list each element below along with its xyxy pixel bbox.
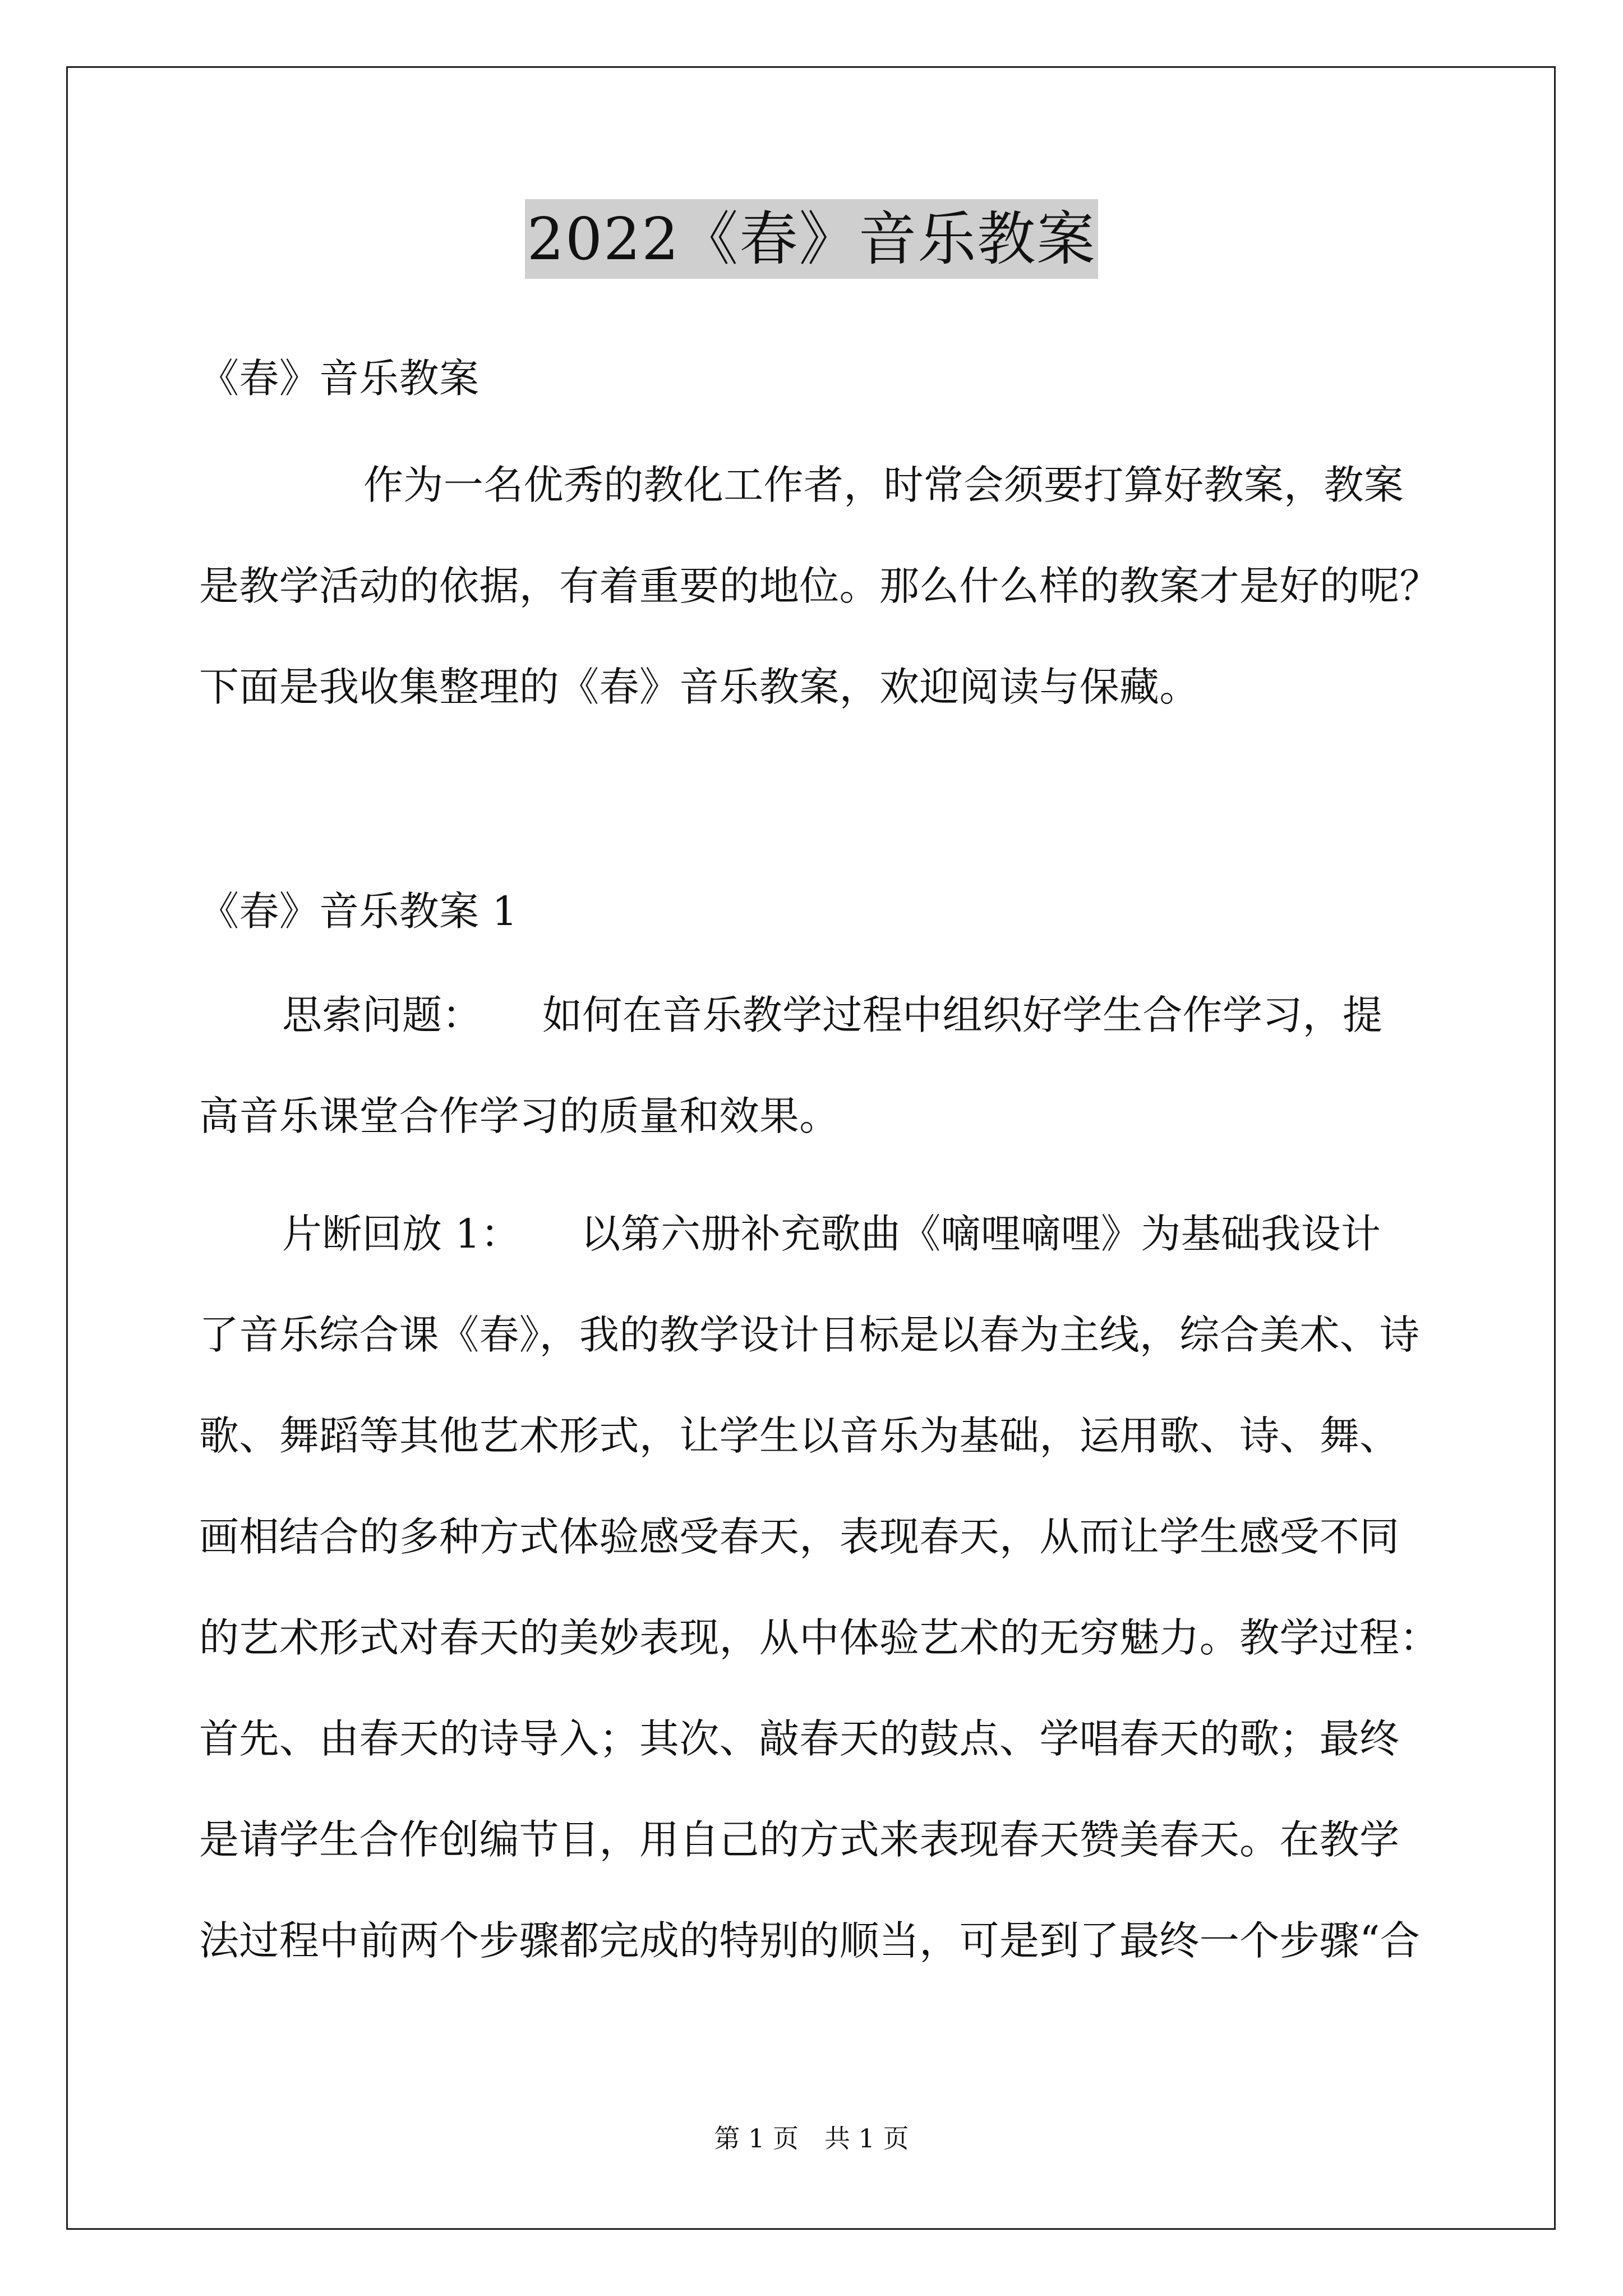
paragraph-line: 高音乐课堂合作学习的质量和效果。 [199, 1093, 840, 1139]
paragraph-line: 思索问题： 如何在音乐教学过程中组织好学生合作学习，提 [282, 992, 1383, 1038]
paragraph-line: 是请学生合作创编节目，用自己的方式来表现春天赞美春天。在教学 [199, 1816, 1400, 1863]
page-footer: 第 1 页 共 1 页 [714, 2123, 909, 2154]
paragraph-line: 首先、由春天的诗导入；其次、敲春天的鼓点、学唱春天的歌；最终 [199, 1715, 1400, 1762]
paragraph-line: 画相结合的多种方式体验感受春天，表现春天，从而让学生感受不同 [199, 1513, 1400, 1560]
paragraph-line: 的艺术形式对春天的美妙表现，从中体验艺术的无穷魅力。教学过程： [199, 1614, 1440, 1661]
paragraph-line: 了音乐综合课《春》，我的教学设计目标是以春为主线，综合美术、诗 [199, 1312, 1420, 1358]
paragraph-line: 法过程中前两个步骤都完成的特别的顺当，可是到了最终一个步骤“合 [199, 1917, 1421, 1964]
paragraph-line: 作为一名优秀的教化工作者，时常会须要打算好教案，教案 [363, 462, 1404, 508]
paragraph-line: 歌、舞蹈等其他艺术形式，让学生以音乐为基础，运用歌、诗、舞、 [199, 1412, 1400, 1459]
paragraph-line: 下面是我收集整理的《春》音乐教案，欢迎阅读与保藏。 [199, 664, 1200, 710]
title-container [0, 199, 1623, 279]
paragraph-line: 是教学活动的依据，有着重要的地位。那么什么样的教案才是好的呢？ [199, 563, 1440, 609]
document-title: 2022《春》音乐教案 [525, 199, 1099, 279]
section-heading: 《春》音乐教案 1 [199, 888, 518, 935]
paragraph-line: 片断回放 1： 以第六册补充歌曲《嘀哩嘀哩》为基础我设计 [282, 1211, 1381, 1257]
section-heading: 《春》音乐教案 [199, 355, 479, 402]
